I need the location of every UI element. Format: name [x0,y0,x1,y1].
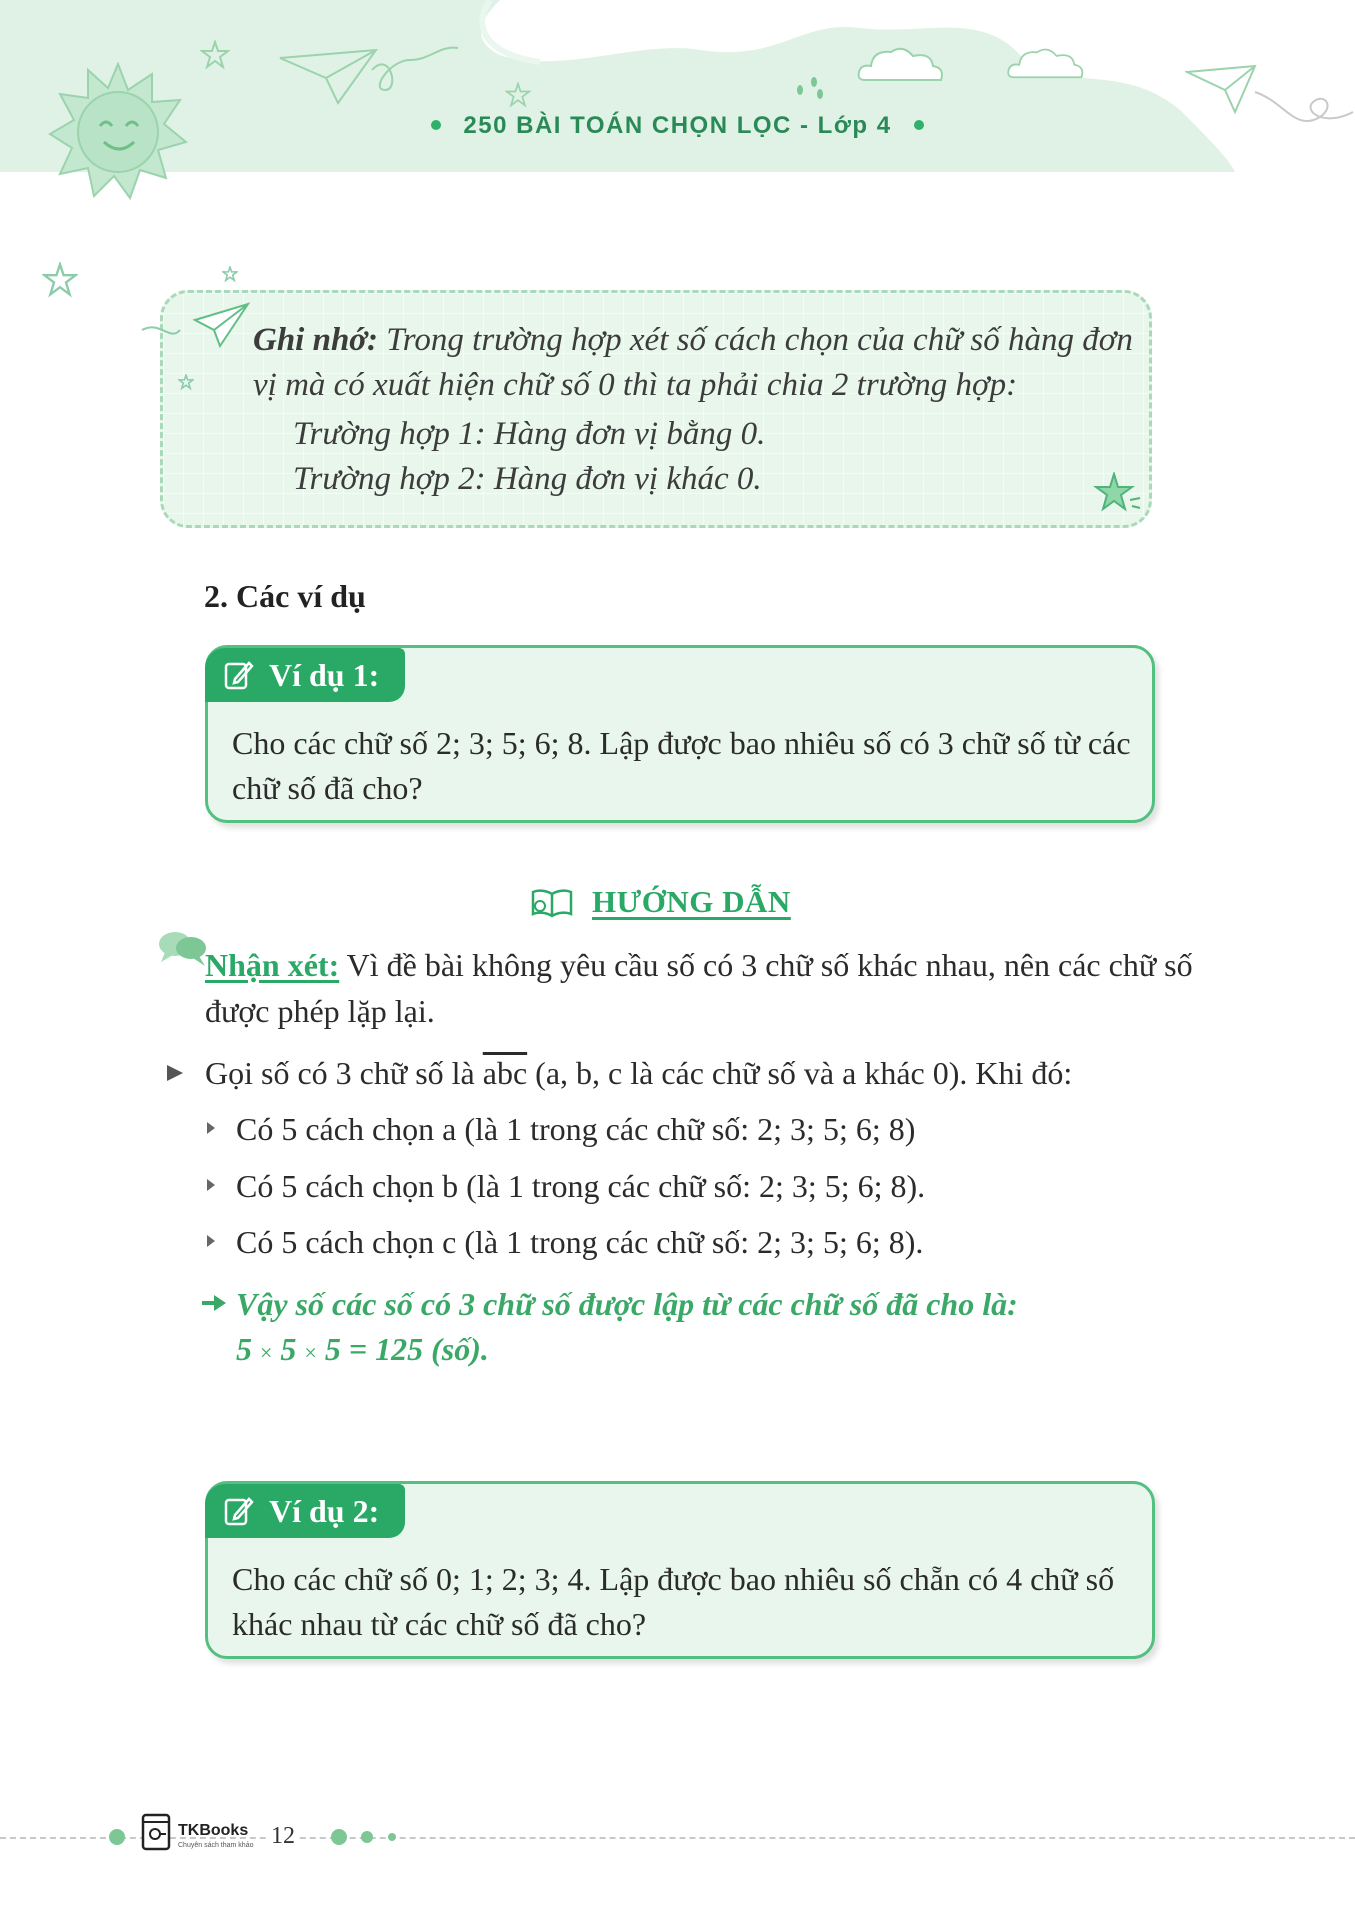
conclusion-line-1: Vậy số các số có 3 chữ số được lập từ các chữ số đã cho là: [236,1286,1018,1322]
example-1-tag-label: Ví dụ 1: [269,657,380,693]
small-triangle-bullet-icon [205,1120,217,1136]
triangle-bullet-icon [165,1063,185,1083]
swirl-doodle-icon [370,40,460,100]
edit-note-icon [223,659,255,691]
arrow-right-icon [200,1293,228,1313]
page-number: 12 [267,1823,299,1850]
header-banner [0,0,1355,210]
example-2-text: Cho các chữ số 0; 1; 2; 3; 4. Lập được bao nhiêu số chẵn có 4 chữ số khác nhau từ các chữ số đã cho? [232,1561,1115,1642]
footer-dots-icon [330,1828,410,1846]
step-line [205,1050,1205,1096]
guide-title: HƯỚNG DẪN [592,884,791,919]
choice-item-1: Có 5 cách chọn a (là 1 trong các chữ số: 2; 3; 5; 6; 8) [236,1111,916,1147]
section-heading: 2. Các ví dụ [204,578,366,614]
note-intro [253,318,1133,408]
times-sign: × [304,1340,317,1365]
cloud-icon [855,44,945,84]
conclusion [236,1282,1136,1375]
remark-label: Nhận xét: [205,947,340,983]
bullet-dot-icon [914,120,924,130]
paper-plane-doodle-icon [278,48,378,108]
note-text [253,318,1133,502]
star-doodle-icon [42,262,78,298]
conclusion-result: 5 = 125 (số). [324,1331,489,1367]
conclusion-factor-1: 5 [236,1331,252,1367]
conclusion-factor-2: 5 [280,1331,297,1367]
small-star-icon [222,266,238,282]
step-variable: $\overline{abc}$ [482,1055,528,1091]
paper-plane-icon [140,300,250,350]
header-title-text: 250 BÀI TOÁN CHỌN LỌC - Lớp 4 [463,112,892,139]
conclusion-line-2 [236,1327,1136,1375]
choice-item-3: Có 5 cách chọn c (là 1 trong các chữ số: 2; 3; 5; 6; 8). [236,1224,924,1260]
speech-bubbles-icon [157,928,209,970]
brand-name: TKBooks [178,1822,249,1839]
note-case-2: Trường hợp 2: Hàng đơn vị khác 0. [293,461,762,497]
edit-note-icon [223,1495,255,1527]
tkbooks-logo-icon [140,1812,174,1852]
brand-tagline: Chuyên sách tham khảo [178,1842,254,1849]
example-1-tag [205,648,405,702]
step-after: (a, b, c là các chữ số và a khác 0). Khi đó: [527,1055,1073,1091]
header-title [0,112,1355,140]
choice-item-2: Có 5 cách chọn b (là 1 trong các chữ số: 2; 3; 5; 6; 8). [236,1168,926,1204]
rain-dots-icon [790,62,830,102]
note-label: Ghi nhớ: [253,322,379,358]
note-intro-text: Trong trường hợp xét số cách chọn của chữ số hàng đơn vị mà có xuất hiện chữ số 0 thì ta phải chia 2 trường hợp: [253,322,1133,403]
remark-paragraph [205,942,1205,1034]
small-triangle-bullet-icon [205,1233,217,1249]
bullet-dot-icon [431,120,441,130]
remark-text: Vì đề bài không yêu cầu số có 3 chữ số khác nhau, nên các chữ số được phép lặp lại. [205,947,1193,1029]
cloud-icon [1005,44,1085,82]
open-book-icon [530,888,574,918]
example-2-tag-label: Ví dụ 2: [269,1493,380,1529]
star-doodle-icon [200,40,230,70]
small-triangle-bullet-icon [205,1177,217,1193]
note-case-1: Trường hợp 1: Hàng đơn vị bằng 0. [293,416,766,452]
times-sign: × [260,1340,273,1365]
small-star-icon [178,374,194,390]
example-1-text: Cho các chữ số 2; 3; 5; 6; 8. Lập được bao nhiêu số có 3 chữ số từ các chữ số đã cho? [232,725,1131,806]
example-2-tag [205,1484,405,1538]
step-before: Gọi số có 3 chữ số là [205,1055,483,1091]
footer-dot-icon [108,1828,126,1846]
star-doodle-icon [505,82,531,108]
